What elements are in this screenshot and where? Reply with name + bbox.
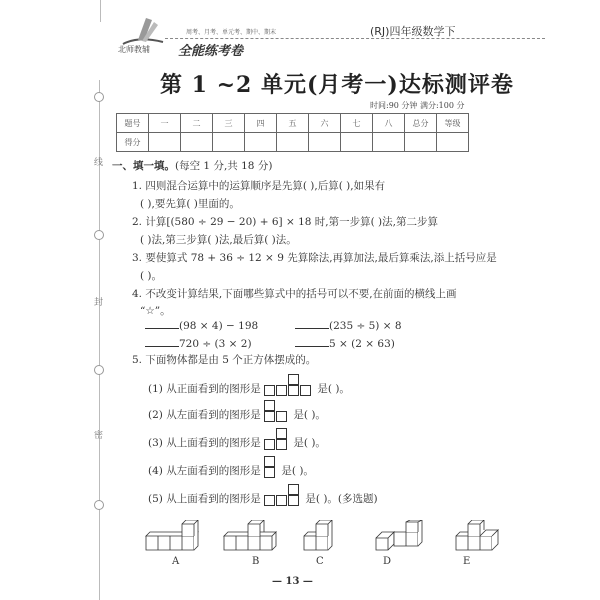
- view-figure: [264, 374, 314, 396]
- score-table: [116, 113, 469, 152]
- binding-ring-icon: [94, 500, 104, 510]
- q5-part-2: (2) 从左面看到的图形是 是( )。: [148, 400, 326, 422]
- option-label: C: [316, 556, 324, 567]
- q5-part-5: (5) 从上面看到的图形是 是( )。(多选题): [148, 484, 378, 506]
- score-cell: [213, 133, 245, 152]
- question-4-line1: 4. 不改变计算结果,下面哪些算式中的括号可以不要,在前面的横线上画: [132, 288, 457, 300]
- section-note: (每空 1 分,共 18 分): [175, 160, 273, 172]
- score-cell: [373, 133, 405, 152]
- score-cell: [341, 133, 373, 152]
- score-cell: [437, 133, 469, 152]
- logo-text: 北师教辅: [118, 45, 150, 54]
- cube-figure-a: [146, 520, 198, 550]
- question-3-line2: ( )。: [140, 270, 163, 282]
- table-cell: 四: [245, 114, 277, 133]
- cube-figure-c: [304, 520, 332, 550]
- table-cell: 得分: [117, 133, 149, 152]
- question-3-line1: 3. 要使算式 78 + 36 ÷ 12 × 9 先算除法,再算加法,最后算乘法,添上括号应是: [132, 252, 497, 264]
- question-1-line2: ( ),要先算( )里面的。: [140, 198, 240, 210]
- q4-item: 5 × (2 × 63): [295, 338, 395, 350]
- option-label: E: [463, 556, 471, 567]
- cube-figure-d: [376, 520, 422, 550]
- question-2-line2: ( )法,第三步算( )法,最后算( )法。: [140, 234, 297, 246]
- table-cell: 二: [181, 114, 213, 133]
- binding-char: 密: [94, 431, 104, 441]
- option-label: A: [172, 556, 180, 567]
- question-2-line1: 2. 计算[(580 ÷ 29 − 20) + 6] × 18 时,第一步算( )法,第二步算: [132, 216, 438, 228]
- table-row: [117, 114, 469, 133]
- table-cell: 六: [309, 114, 341, 133]
- table-cell: 题号: [117, 114, 149, 133]
- score-cell: [309, 133, 341, 152]
- question-5-line: 5. 下面物体都是由 5 个正方体摆成的。: [132, 354, 317, 366]
- page-title: 第 1 ~2 单元(月考一)达标测评卷: [160, 72, 514, 98]
- view-figure: [264, 484, 302, 506]
- table-cell: 五: [277, 114, 309, 133]
- question-1-line1: 1. 四则混合运算中的运算顺序是先算( ),后算( ),如果有: [132, 180, 386, 192]
- answer-blank[interactable]: [145, 328, 179, 329]
- cube-figure-e: [456, 520, 498, 550]
- brand-title: 全能练考卷: [178, 44, 244, 59]
- table-cell: 七: [341, 114, 373, 133]
- answer-blank[interactable]: [145, 346, 179, 347]
- q4-item: (98 × 4) − 198: [145, 320, 258, 332]
- q4-item: 720 ÷ (3 × 2): [145, 338, 252, 350]
- table-cell: 八: [373, 114, 405, 133]
- score-cell: [181, 133, 213, 152]
- binding-ring-icon: [94, 92, 104, 102]
- grade-label: (RJ)四年级数学下: [370, 25, 456, 38]
- section-title: 一、填一填。: [112, 160, 175, 172]
- score-cell: [245, 133, 277, 152]
- section-heading: [112, 158, 272, 173]
- question-4-line2: “☆”。: [140, 305, 171, 317]
- exam-meta: 时间:90 分钟 满分:100 分: [370, 101, 465, 110]
- page-number: — 13 —: [272, 576, 313, 587]
- binding-ring-icon: [94, 365, 104, 375]
- cube-figure-b: [224, 520, 276, 550]
- option-label: B: [252, 556, 260, 567]
- q5-part-1: (1) 从正面看到的图形是 是( )。: [148, 374, 350, 396]
- q5-part-4: (4) 从左面看到的图形是 是( )。: [148, 456, 314, 478]
- header-subtitle: 周考、月考、单元考、期中、期末: [186, 29, 277, 36]
- table-cell: 三: [213, 114, 245, 133]
- view-figure: [264, 400, 290, 422]
- option-label: D: [383, 556, 392, 567]
- binding-char: 封: [94, 298, 104, 308]
- score-cell: [405, 133, 437, 152]
- table-cell: 一: [149, 114, 181, 133]
- header-divider: [165, 38, 545, 39]
- view-figure: [264, 456, 278, 478]
- answer-blank[interactable]: [295, 346, 329, 347]
- view-figure: [264, 428, 290, 450]
- cube-figures: [140, 520, 520, 560]
- score-cell: [277, 133, 309, 152]
- table-cell: 等级: [437, 114, 469, 133]
- q4-item: (235 ÷ 5) × 8: [295, 320, 402, 332]
- binding-char: 线: [94, 158, 104, 168]
- table-cell: 总分: [405, 114, 437, 133]
- score-cell: [149, 133, 181, 152]
- q5-part-3: (3) 从上面看到的图形是 是( )。: [148, 428, 326, 450]
- answer-blank[interactable]: [295, 328, 329, 329]
- binding-ring-icon: [94, 230, 104, 240]
- table-row: [117, 133, 469, 152]
- binding-line-top: [100, 0, 101, 22]
